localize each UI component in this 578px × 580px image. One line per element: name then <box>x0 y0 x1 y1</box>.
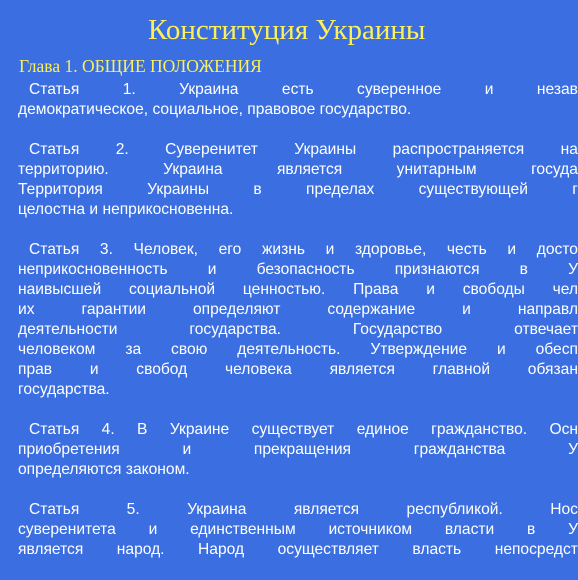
word: гражданство. <box>431 421 528 438</box>
word: и <box>148 521 158 538</box>
word: их <box>18 301 35 318</box>
word: Украина <box>179 81 239 98</box>
word: Украине <box>169 421 230 438</box>
word: Права <box>353 281 399 298</box>
word: и <box>182 441 192 458</box>
word: в <box>527 521 536 538</box>
word: Суверенитет <box>165 141 258 158</box>
word: суверенное <box>357 81 442 98</box>
word: и <box>325 241 335 258</box>
word: единственным <box>190 521 296 538</box>
text-line <box>29 80 578 100</box>
word: свободы <box>462 281 525 298</box>
word: госуда <box>531 161 578 178</box>
word: Осн <box>549 421 578 438</box>
word: непосредст <box>494 541 578 558</box>
word: неприкосновенность <box>18 261 168 278</box>
article-1 <box>18 80 578 120</box>
text-line <box>29 420 578 440</box>
word: В <box>137 421 148 438</box>
word: суверенитета <box>18 521 116 538</box>
word: ценностью. <box>242 281 326 298</box>
word: и <box>462 301 471 318</box>
word: Статья <box>29 141 80 158</box>
word: Утверждение <box>370 341 468 358</box>
word: 5. <box>126 501 140 518</box>
text-line <box>29 140 578 160</box>
word: 1. <box>122 81 136 98</box>
word: существует <box>251 421 335 438</box>
word: У <box>568 261 578 278</box>
word: главной <box>432 361 491 378</box>
word: и <box>484 81 494 98</box>
article-4 <box>18 420 578 480</box>
word: в <box>253 181 262 198</box>
word: существующей <box>418 181 528 198</box>
text-line: государства. <box>18 381 110 398</box>
word: на <box>560 141 578 158</box>
word: власть <box>412 541 462 558</box>
word: г <box>572 181 578 198</box>
word: территорию. <box>18 161 109 178</box>
word: и <box>89 361 99 378</box>
word: Территория <box>18 181 103 198</box>
text-line <box>18 160 578 180</box>
word: жизнь <box>261 241 305 258</box>
word: наивысшей <box>18 281 102 298</box>
word: Человек, <box>133 241 198 258</box>
word: здоровье, <box>354 241 427 258</box>
word: Украина <box>163 161 223 178</box>
word: гражданства <box>413 441 506 458</box>
word: его <box>218 241 242 258</box>
word: Статья <box>29 501 80 518</box>
text-line <box>18 300 578 320</box>
text-line <box>18 180 578 200</box>
word: отвечает <box>514 321 578 338</box>
articles-body <box>18 80 578 580</box>
text-line: демократическое, социальное, правовое государство. <box>18 101 412 118</box>
word: прав <box>18 361 53 378</box>
word: Нос <box>550 501 578 518</box>
word: Украина <box>187 501 247 518</box>
word: честь <box>446 241 487 258</box>
word: распространяется <box>392 141 525 158</box>
word: в <box>519 261 528 278</box>
text-line <box>29 500 578 520</box>
page-title: Конституция Украины <box>148 14 426 46</box>
word: Украины <box>147 181 210 198</box>
text-line <box>18 360 578 380</box>
word: содержание <box>327 301 416 318</box>
word: свобод <box>136 361 188 378</box>
word: пределах <box>306 181 375 198</box>
word: У <box>568 521 578 538</box>
word: определяют <box>192 301 281 318</box>
word: 4. <box>101 421 115 438</box>
word: Народ <box>198 541 245 558</box>
word: Статья <box>29 421 80 438</box>
text-line: определяются законом. <box>18 461 190 478</box>
text-line <box>18 260 578 280</box>
word: социальной <box>128 281 216 298</box>
word: человеком <box>18 341 96 358</box>
word: власти <box>444 521 495 538</box>
word: является <box>18 541 84 558</box>
word: свою <box>171 341 208 358</box>
word: 2. <box>115 141 129 158</box>
word: Государство <box>352 321 443 338</box>
word: Статья <box>29 81 80 98</box>
chapter-heading: Глава 1. ОБЩИЕ ПОЛОЖЕНИЯ <box>19 56 262 76</box>
article-5 <box>18 500 578 560</box>
word: и <box>497 341 506 358</box>
word: досто <box>536 241 578 258</box>
word: является <box>293 501 360 518</box>
word: незав <box>536 81 578 98</box>
text-line <box>18 540 578 560</box>
word: и <box>207 261 217 278</box>
word: направл <box>517 301 578 318</box>
word: и <box>507 241 517 258</box>
word: обесп <box>535 341 578 358</box>
text-line <box>18 320 578 340</box>
text-line <box>18 340 578 360</box>
word: признаются <box>394 261 480 278</box>
word: осуществляет <box>277 541 379 558</box>
text-line <box>18 440 578 460</box>
word: прекращения <box>253 441 351 458</box>
word: безопасность <box>256 261 355 278</box>
word: деятельности <box>18 321 118 338</box>
word: деятельность. <box>237 341 341 358</box>
word: есть <box>281 81 314 98</box>
word: 3. <box>99 241 113 258</box>
word: Статья <box>29 241 80 258</box>
word: человека <box>225 361 292 378</box>
word: источником <box>328 521 413 538</box>
text-line <box>18 280 578 300</box>
word: является <box>276 161 343 178</box>
text-line <box>18 520 578 540</box>
word: за <box>125 341 142 358</box>
word: чел <box>552 281 578 298</box>
text-line <box>29 240 578 260</box>
word: Украины <box>294 141 357 158</box>
word: У <box>568 441 578 458</box>
word: обязан <box>527 361 578 378</box>
word: государства. <box>189 321 281 338</box>
article-3 <box>18 240 578 400</box>
word: унитарным <box>396 161 477 178</box>
text-line: целостна и неприкосновенна. <box>18 201 234 218</box>
word: приобретения <box>18 441 120 458</box>
article-2 <box>18 140 578 220</box>
word: является <box>329 361 395 378</box>
word: гарантии <box>81 301 147 318</box>
word: республикой. <box>406 501 503 518</box>
word: единое <box>356 421 409 438</box>
word: народ. <box>116 541 165 558</box>
word: и <box>426 281 435 298</box>
